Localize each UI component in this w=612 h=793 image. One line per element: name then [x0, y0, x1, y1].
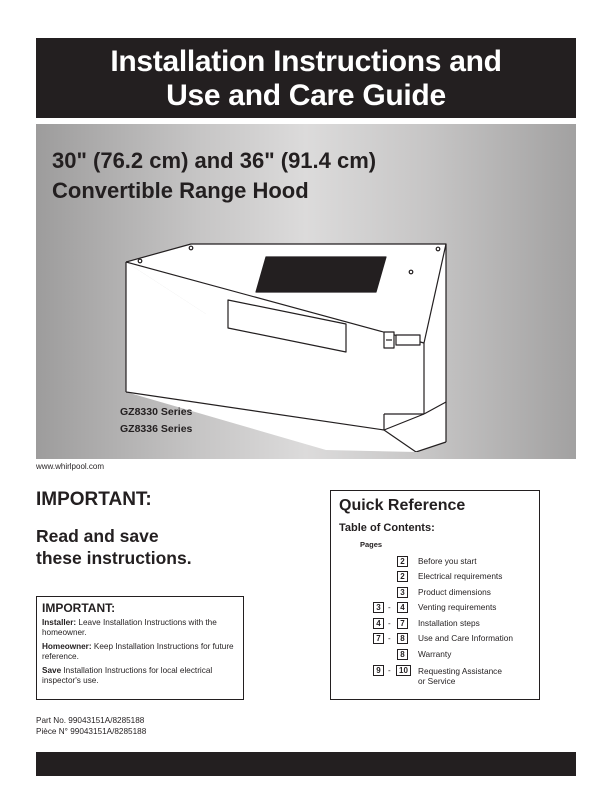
page-box: 10 — [396, 665, 411, 676]
product-name: Convertible Range Hood — [52, 178, 309, 203]
toc-row[interactable] — [331, 665, 539, 689]
toc-entry: Product dimensions — [418, 587, 491, 597]
toc-row[interactable] — [331, 602, 539, 616]
homeowner-label: Homeowner: — [42, 641, 92, 651]
series-gz8336: GZ8336 Series — [120, 423, 193, 435]
page-box: 2 — [397, 571, 408, 582]
toc-entry: Installation steps — [418, 618, 480, 628]
toc-entry-continued: or Service — [418, 676, 456, 686]
toc-row[interactable] — [331, 633, 539, 647]
save-text: Installation Instructions for local electrical inspector's use. — [42, 665, 213, 686]
page-box: 4 — [397, 602, 408, 613]
product-size: 30" (76.2 cm) and 36" (91.4 cm) — [52, 148, 377, 173]
toc-entry: Before you start — [418, 556, 477, 566]
product-panel — [36, 124, 576, 459]
range-dash: - — [388, 666, 391, 675]
homeowner-text: Keep Installation Instructions for future reference. — [42, 641, 234, 662]
toc-row[interactable] — [331, 571, 539, 585]
part-number-en: Part No. 99043151A/8285188 — [36, 716, 145, 725]
quick-reference-title: Quick Reference — [339, 497, 466, 514]
toc-entry: Warranty — [418, 649, 452, 659]
toc-entry: Requesting Assistance — [418, 666, 502, 676]
toc-entry: Electrical requirements — [418, 571, 503, 581]
range-dash: - — [388, 634, 391, 643]
save-note — [42, 666, 238, 687]
save-label: Save — [42, 665, 62, 675]
toc-row[interactable] — [331, 618, 539, 632]
toc-row[interactable] — [331, 587, 539, 601]
page-box: 9 — [373, 665, 384, 676]
pages-label: Pages — [360, 540, 383, 549]
installer-note — [42, 618, 238, 639]
page-box: 2 — [397, 556, 408, 567]
installer-label: Installer: — [42, 618, 77, 627]
installer-text: Leave Installation Instructions with the homeowner. — [42, 618, 217, 638]
bottom-bar — [36, 752, 576, 776]
page-box: 8 — [397, 633, 408, 644]
toc-row[interactable] — [331, 556, 539, 570]
range-dash: - — [388, 619, 391, 628]
page-box: 7 — [397, 618, 408, 629]
title-line-2: Use and Care Guide — [166, 79, 446, 112]
title-line-1: Installation Instructions and — [110, 45, 502, 78]
page-box: 3 — [373, 602, 384, 613]
page-box: 4 — [373, 618, 384, 629]
toc-row[interactable] — [331, 649, 539, 663]
product-title — [52, 146, 376, 206]
page-box: 8 — [397, 649, 408, 660]
important-box-heading: IMPORTANT: — [42, 601, 116, 615]
homeowner-note — [42, 642, 238, 663]
important-heading: IMPORTANT: — [36, 489, 152, 510]
series-gz8330: GZ8330 Series — [120, 406, 193, 418]
website-link[interactable]: www.whirlpool.com — [36, 462, 105, 471]
toc-title: Table of Contents: — [339, 522, 435, 534]
toc-entry: Venting requirements — [418, 602, 497, 612]
model-series — [120, 404, 192, 438]
page-box: 7 — [373, 633, 384, 644]
page-box: 3 — [397, 587, 408, 598]
quick-reference-box — [330, 490, 540, 700]
read-save-line-2: these instructions. — [36, 548, 192, 568]
part-number-fr: Pièce N° 99043151A/8285188 — [36, 726, 147, 736]
title-banner — [36, 38, 576, 118]
important-box — [36, 596, 244, 700]
read-save-notice — [36, 525, 192, 569]
part-number — [36, 716, 146, 737]
toc-entry: Use and Care Information — [418, 633, 514, 643]
read-save-line-1: Read and save — [36, 526, 159, 546]
range-dash: - — [388, 603, 391, 612]
